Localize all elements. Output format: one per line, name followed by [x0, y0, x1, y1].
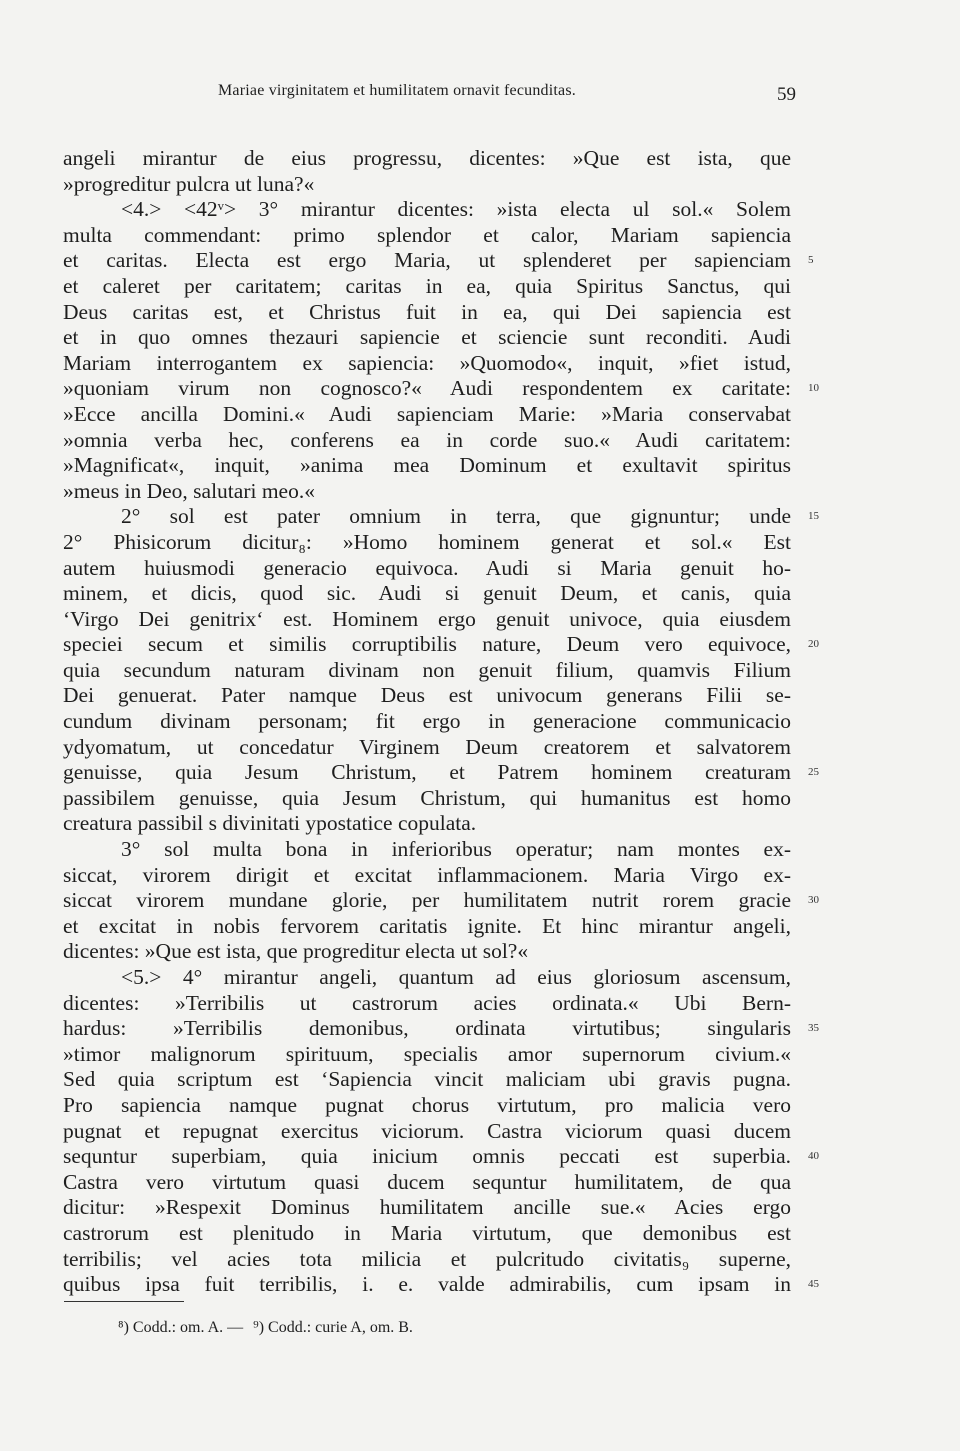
text-line: Deus caritas est, et Christus fuit in ea, qui Dei sapiencia est — [63, 299, 791, 324]
text-line: »progreditur pulcra ut luna?« — [63, 171, 315, 196]
text-line: siccat, virorem dirigit et excitat inflammacionem. Maria Virgo ex- — [63, 862, 791, 887]
text-line: dicentes: »Que est ista, que progreditur electa ut sol?« — [63, 939, 529, 964]
text-line: dicentes: »Terribilis ut castrorum acies ordinata.« Ubi Bern- — [63, 990, 791, 1015]
body-text — [63, 146, 791, 1298]
footnote-8: ⁸) Codd.: om. A. — — [118, 1319, 244, 1336]
text-line: siccat virorem mundane glorie, per humilitatem nutrit rorem gracie — [63, 888, 791, 913]
text-line: ‘Virgo Dei genitrix‘ est. Hominem ergo genuit univoce, quia eiusdem — [63, 606, 791, 631]
text-line: sequntur superbiam, quia inicium omnis peccati est superbia. — [63, 1144, 791, 1169]
text-line: et caritas. Electa est ergo Maria, ut splenderet per sapienciam — [63, 248, 791, 273]
page-number: 59 — [777, 84, 796, 105]
text-line: minem, et dicis, quod sic. Audi si genuit Deum, et canis, quia — [63, 581, 791, 606]
text-line: dicitur: »Respexit Dominus humilitatem ancille sue.« Acies ergo — [63, 1195, 791, 1220]
text-line: 3° sol multa bona in inferioribus operatur; nam montes ex- — [121, 837, 791, 862]
text-line: Dei genuerat. Pater namque Deus est univocum generans Filii se- — [63, 683, 791, 708]
text-line: creatura passibil s divinitati ypostatice copulata. — [63, 811, 477, 836]
text-line: et caleret per caritatem; caritas in ea, quia Spiritus Sanctus, qui — [63, 273, 791, 298]
text-line: quia secundum naturam divinam non genuit filium, quamvis Filium — [63, 657, 791, 682]
text-line: 2° sol est pater omnium in terra, que gignuntur; unde — [121, 504, 791, 529]
text-line: Sed quia scriptum est ‘Sapiencia vincit maliciam ubi gravis pugna. — [63, 1067, 791, 1092]
text-line: »meus in Deo, salutari meo.« — [63, 478, 315, 503]
text-line: et excitat in nobis fervorem caritatis ignite. Et hinc mirantur angeli, — [63, 913, 791, 938]
text-line: castrorum est plenitudo in Maria virtutum, que demonibus est — [63, 1220, 791, 1245]
text-line: hardus: »Terribilis demonibus, ordinata virtutibus; singularis — [63, 1016, 791, 1041]
line-number: 15 — [808, 510, 819, 523]
text-line: »quoniam virum non cognosco?« Audi respondentem ex caritate: — [63, 376, 791, 401]
text-line: multa commendant: primo splendor et calor, Mariam sapiencia — [63, 222, 791, 247]
text-line: »Magnificat«, inquit, »anima mea Dominum et exultavit spiritus — [63, 453, 791, 478]
text-line: speciei secum et similis corruptibilis nature, Deum vero equivoce, — [63, 632, 791, 657]
line-number: 25 — [808, 766, 819, 779]
footnote-9: ⁹) Codd.: curie A, om. B. — [253, 1319, 413, 1336]
text-line: <4.> <42ᵛ> 3° mirantur dicentes: »ista electa ul sol.« Solem — [121, 197, 791, 222]
text-line: »timor malignorum spirituum, specialis amor supernorum civium.« — [63, 1041, 791, 1066]
text-line: et in quo omnes thezauri sapiencie et sciencie sunt reconditi. Audi — [63, 325, 791, 350]
line-number: 10 — [808, 382, 819, 395]
text-line: Castra vero virtutum quasi ducem sequntur humilitatem, de qua — [63, 1169, 791, 1194]
line-number: 35 — [808, 1022, 819, 1035]
text-line: ydyomatum, ut concedatur Virginem Deum creatorem et salvatorem — [63, 734, 791, 759]
line-number: 40 — [808, 1150, 819, 1163]
text-line: pugnat et repugnat exercitus viciorum. Castra viciorum quasi ducem — [63, 1118, 791, 1143]
line-number: 45 — [808, 1278, 819, 1291]
text-line: passibilem genuisse, quia Jesum Christum, qui humanitus est homo — [63, 785, 791, 810]
line-number: 5 — [808, 254, 814, 267]
line-number: 20 — [808, 638, 819, 651]
text-line: Mariam interrogantem ex sapiencia: »Quomodo«, inquit, »fiet istud, — [63, 350, 791, 375]
text-line: »Ecce ancilla Domini.« Audi sapienciam Marie: »Maria conservabat — [63, 401, 791, 426]
text-line: Pro sapiencia namque pugnat chorus virtutum, pro malicia vero — [63, 1092, 791, 1117]
footnote-rule — [64, 1301, 184, 1302]
text-line: autem huiusmodi generacio equivoca. Audi si Maria genuit ho- — [63, 555, 791, 580]
text-line: cundum divinam personam; fit ergo in generacione communicacio — [63, 709, 791, 734]
text-line: angeli mirantur de eius progressu, dicentes: »Que est ista, que — [63, 146, 791, 170]
text-line: quibus ipsa fuit terribilis, i. e. valde admirabilis, cum ipsam in — [63, 1272, 791, 1297]
text-line: terribilis; vel acies tota milicia et pulcritudo civitatis₉ superne, — [63, 1246, 791, 1271]
running-title: Mariae virginitatem et humilitatem ornavit fecunditas. — [218, 82, 576, 99]
text-line: genuisse, quia Jesum Christum, et Patrem hominem creaturam — [63, 760, 791, 785]
line-number: 30 — [808, 894, 819, 907]
text-line: »omnia verba hec, conferens ea in corde suo.« Audi caritatem: — [63, 427, 791, 452]
footnotes — [118, 1319, 718, 1337]
text-line: 2° Phisicorum dicitur₈: »Homo hominem generat et sol.« Est — [63, 529, 791, 554]
text-line: <5.> 4° mirantur angeli, quantum ad eius gloriosum ascensum, — [121, 965, 791, 989]
